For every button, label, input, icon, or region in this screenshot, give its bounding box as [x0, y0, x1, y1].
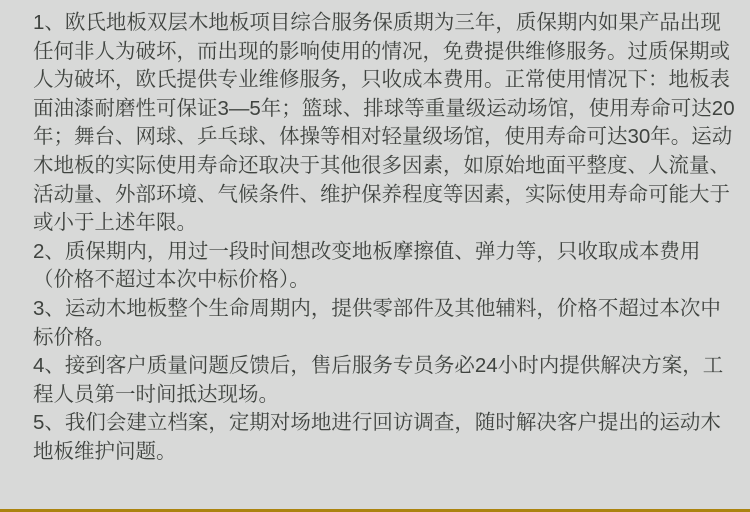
term-item-3: 3、运动木地板整个生命周期内，提供零部件及其他辅料，价格不超过本次中标价格。: [33, 296, 721, 349]
term-item-1: 1、欧氏地板双层木地板项目综合服务保质期为三年，质保期内如果产品出现任何非人为破坏，而出现的影响使用的情况，免费提供维修服务。过质保期或人为破坏，欧氏提供专业维修服务，只收成本费用。正常使用情况下：地板表面油漆耐磨性可保证3—5年；篮球、排球等重量级运动场馆，使用寿命可达20年；舞台、网球、乒乓球、体操等相对轻量级场馆，使用寿命可达30年。运动木地板的实际使用寿命还取决于其他很多因素，如原始地面平整度、人流量、活动量、外部环境、气候条件、维护保养程度等因素，实际使用寿命可能大于或小于上述年限。: [33, 11, 735, 235]
term-item-4: 4、接到客户质量问题反馈后，售后服务专员务必24小时内提供解决方案，工程人员第一时间抵达现场。: [33, 354, 724, 406]
service-terms-document: [33, 9, 739, 467]
term-item-2: 2、质保期内，用过一段时间想改变地板摩擦值、弹力等，只收取成本费用（价格不超过本次中标价格）。: [33, 239, 701, 292]
term-item-5: 5、我们会建立档案，定期对场地进行回访调查，随时解决客户提出的运动木地板维护问题。: [33, 411, 721, 463]
